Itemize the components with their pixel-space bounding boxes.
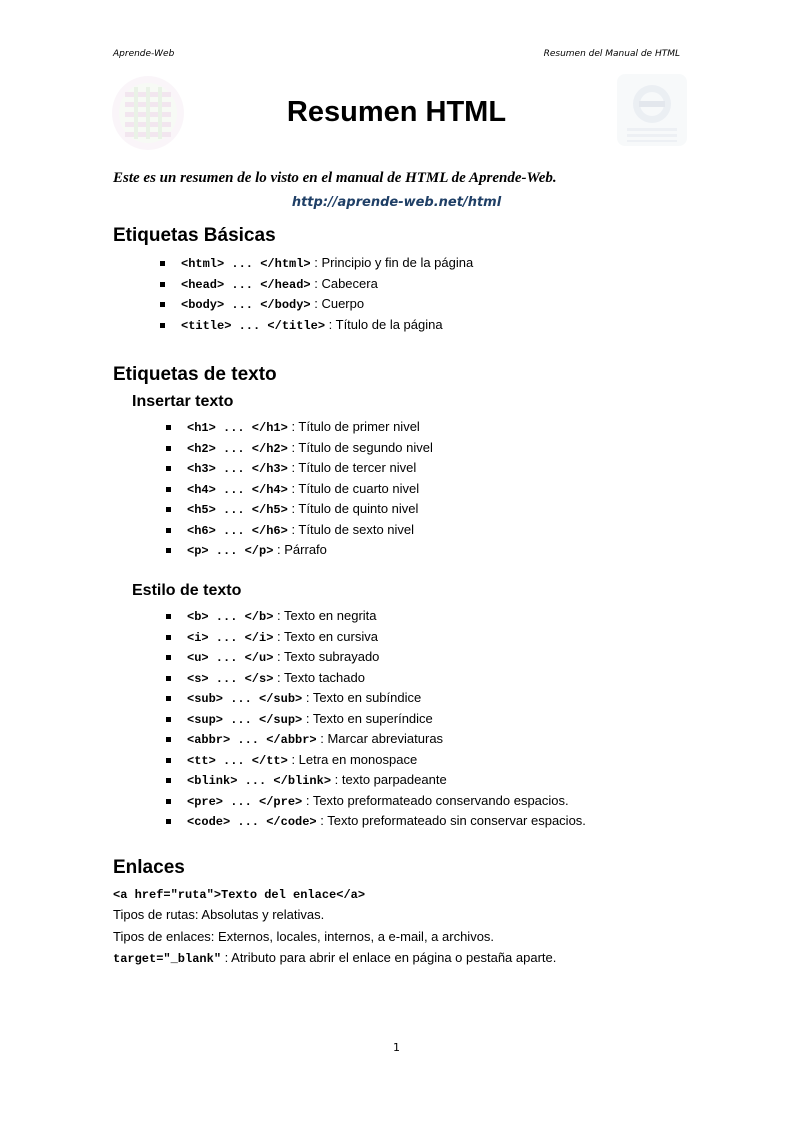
- tag-code: <h5> ... </h5>: [187, 503, 288, 517]
- heading-etiquetas-basicas: Etiquetas Básicas: [113, 225, 276, 246]
- list-item: [187, 811, 586, 832]
- tag-code: <body> ... </body>: [181, 298, 311, 312]
- tag-description: : Texto preformateado conservando espacios.: [302, 792, 569, 808]
- tag-description: : Párrafo: [273, 542, 327, 557]
- link-types-text: Tipos de enlaces: Externos, locales, internos, a e-mail, a archivos.: [113, 929, 495, 944]
- tag-description: : Título de primer nivel: [287, 419, 420, 434]
- manual-url-link[interactable]: http://aprende-web.net/html: [291, 195, 502, 210]
- tag-code: <abbr> ... </abbr>: [187, 733, 317, 747]
- tag-description: : texto parpadeante: [331, 772, 447, 787]
- tag-code: <u> ... </u>: [187, 651, 274, 665]
- tag-description: : Cuerpo: [310, 296, 365, 311]
- basic-tags-list: [181, 253, 473, 335]
- list-item: [187, 606, 586, 627]
- tag-description: : Título de segundo nivel: [287, 439, 433, 455]
- tag-description: : Texto tachado: [273, 669, 365, 685]
- tag-code: <h1> ... </h1>: [187, 421, 288, 435]
- tag-description: : Título de tercer nivel: [287, 460, 417, 475]
- link-example: [113, 886, 365, 902]
- link-routes-text: Tipos de rutas: Absolutas y relativas.: [113, 907, 325, 922]
- tag-description: : Texto subrayado: [273, 649, 380, 664]
- header-right: Resumen del Manual de HTML: [543, 49, 680, 59]
- list-item: [181, 315, 473, 336]
- link-example-code: <a href="ruta">Texto del enlace</a>: [113, 888, 366, 902]
- list-item: [187, 627, 586, 648]
- list-item: [181, 294, 473, 315]
- list-item: [181, 253, 473, 274]
- tag-description: : Cabecera: [310, 275, 378, 291]
- tag-code: <tt> ... </tt>: [187, 753, 288, 768]
- list-item: [187, 520, 433, 541]
- tag-code: <pre> ... </pre>: [187, 794, 303, 809]
- tag-code: <title> ... </title>: [181, 318, 326, 333]
- tag-code: <h6> ... </h6>: [187, 523, 288, 538]
- tag-description: : Texto en subíndice: [302, 690, 422, 705]
- tag-code: <s> ... </s>: [187, 671, 274, 686]
- target-attribute-code: target="_blank": [113, 952, 222, 966]
- link-target-text: [113, 950, 556, 966]
- tag-description: : Texto en negrita: [273, 608, 377, 623]
- heading-etiquetas-de-texto: Etiquetas de texto: [113, 364, 277, 385]
- tag-code: <sup> ... </sup>: [187, 712, 303, 727]
- tag-code: <head> ... </head>: [181, 277, 311, 292]
- tag-description: : Título de sexto nivel: [287, 521, 415, 537]
- tag-code: <sub> ... </sub>: [187, 692, 303, 706]
- list-item: [181, 274, 473, 295]
- page-header: [113, 49, 680, 59]
- list-item: [187, 438, 433, 459]
- list-item: [187, 540, 433, 561]
- heading-insertar-texto: Insertar texto: [132, 393, 234, 410]
- intro-text: Este es un resumen de lo visto en el manual de HTML de Aprende-Web.: [113, 170, 557, 186]
- tag-code: <html> ... </html>: [181, 257, 311, 271]
- tag-code: <blink> ... </blink>: [187, 774, 332, 788]
- tag-description: : Principio y fin de la página: [310, 255, 474, 270]
- tag-description: : Título de la página: [325, 316, 443, 332]
- list-item: [187, 750, 586, 771]
- tag-code: <p> ... </p>: [187, 544, 274, 558]
- tag-description: : Marcar abreviaturas: [316, 731, 444, 746]
- target-attribute-description: : Atributo para abrir el enlace en página o pestaña aparte.: [221, 950, 557, 965]
- tag-description: : Título de quinto nivel: [287, 501, 419, 516]
- document-title: Resumen HTML: [286, 96, 507, 128]
- list-item: [187, 770, 586, 791]
- list-item: [187, 647, 586, 668]
- tag-description: : Título de cuarto nivel: [287, 480, 420, 496]
- heading-estilo-de-texto: Estilo de texto: [132, 582, 242, 599]
- tag-code: <h2> ... </h2>: [187, 441, 288, 456]
- list-item: [187, 791, 586, 812]
- page-number: 1: [393, 1041, 400, 1054]
- list-item: [187, 709, 586, 730]
- tag-code: <i> ... </i>: [187, 630, 274, 645]
- list-item: [187, 688, 586, 709]
- list-item: [187, 479, 433, 500]
- list-item: [187, 668, 586, 689]
- tag-code: <code> ... </code>: [187, 815, 317, 829]
- tag-description: : Letra en monospace: [287, 751, 418, 767]
- tag-description: : Texto preformateado sin conservar espacios.: [316, 813, 586, 828]
- heading-enlaces: Enlaces: [113, 857, 185, 878]
- tag-code: <b> ... </b>: [187, 610, 274, 624]
- list-item: [187, 499, 433, 520]
- style-text-tags-list: [187, 606, 586, 832]
- list-item: [187, 417, 433, 438]
- tag-description: : Texto en superíndice: [302, 710, 433, 726]
- insert-text-tags-list: [187, 417, 433, 561]
- tag-description: : Texto en cursiva: [273, 628, 378, 644]
- list-item: [187, 458, 433, 479]
- tag-code: <h4> ... </h4>: [187, 482, 288, 497]
- header-left: Aprende-Web: [113, 49, 175, 59]
- list-item: [187, 729, 586, 750]
- tag-code: <h3> ... </h3>: [187, 462, 288, 476]
